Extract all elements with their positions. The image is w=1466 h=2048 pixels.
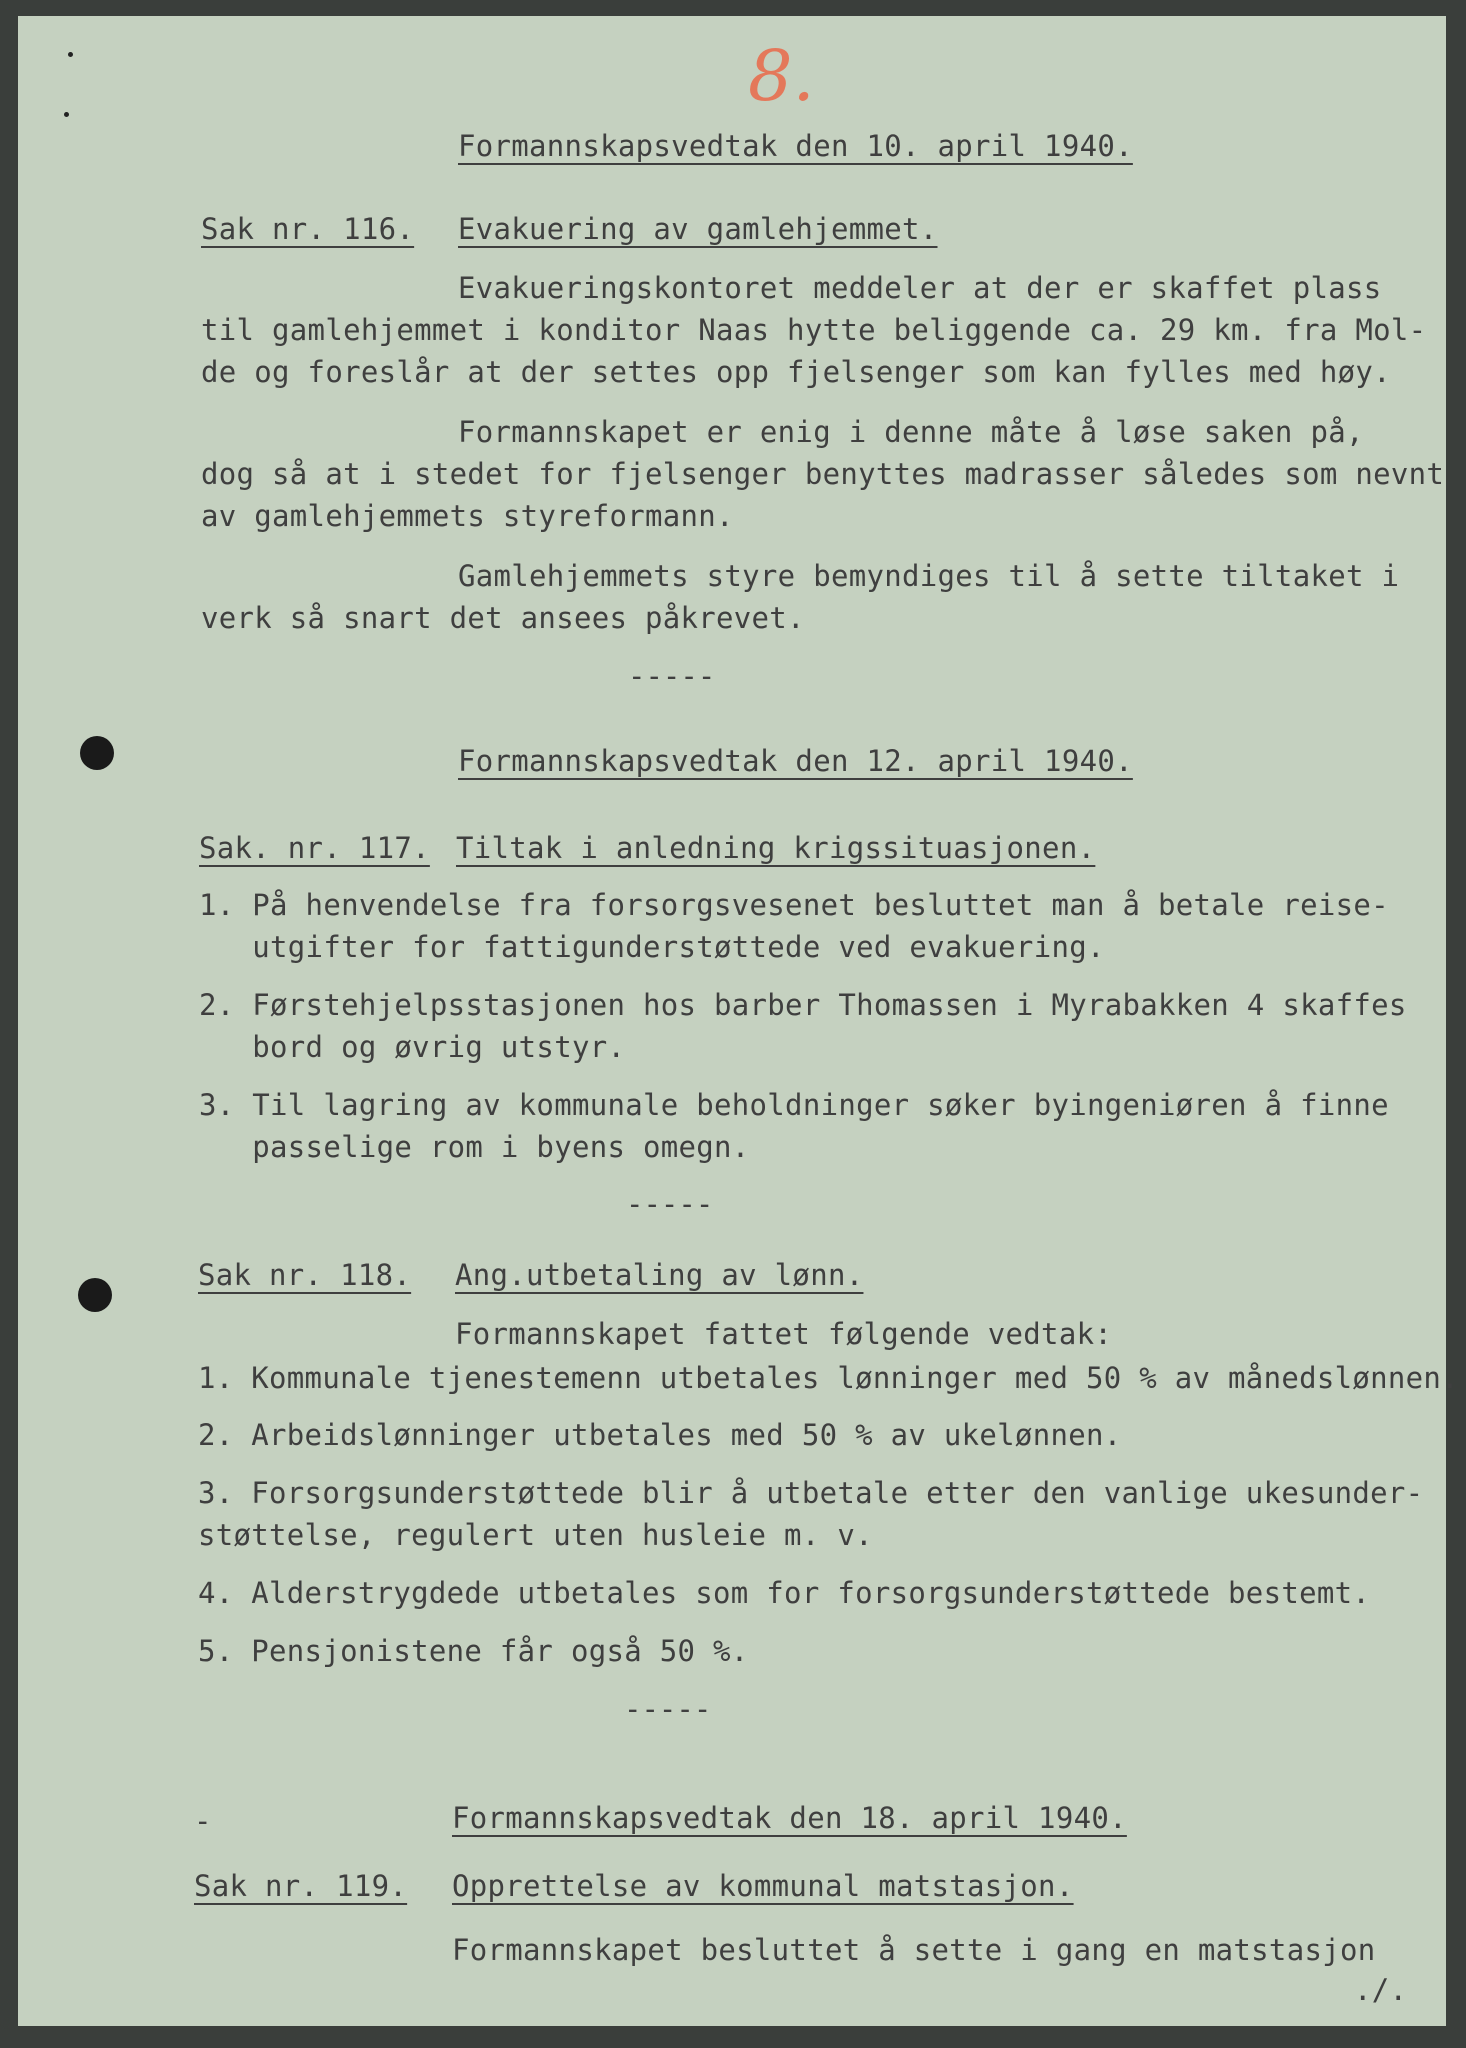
case-number: Sak nr. 116. bbox=[201, 212, 415, 246]
section-heading: Formannskapsvedtak den 10. april 1940. bbox=[458, 129, 1133, 163]
text-line: dog så at i stedet for fjelsenger benyttes madrasser således som nevnt bbox=[201, 457, 1445, 491]
case-number: Sak nr. 119. bbox=[194, 1869, 408, 1903]
list-item: 3. Til lagring av kommunale beholdninger søker byingeniøren å finne bbox=[199, 1088, 1389, 1122]
punch-hole bbox=[78, 1278, 112, 1312]
text-line: de og foreslår at der settes opp fjelsenger som kan fylles med høy. bbox=[201, 355, 1391, 389]
page-number: 8. bbox=[748, 35, 815, 117]
list-item: støttelse, regulert uten husleie m. v. bbox=[198, 1518, 873, 1552]
list-item: 2. Førstehjelpsstasjonen hos barber Thomassen i Myrabakken 4 skaffes bbox=[199, 988, 1407, 1022]
separator: ----- bbox=[626, 1187, 714, 1221]
ink-speck bbox=[68, 52, 73, 57]
text-line: Evakueringskontoret meddeler at der er skaffet plass bbox=[458, 271, 1382, 305]
case-title: Tiltak i anledning krigssituasjonen. bbox=[456, 831, 1096, 865]
document-page bbox=[18, 16, 1459, 2026]
list-item: 2. Arbeidslønninger utbetales med 50 % av ukelønnen. bbox=[198, 1418, 1122, 1452]
list-item: 5. Pensjonistene får også 50 %. bbox=[198, 1634, 749, 1668]
case-title: Ang.utbetaling av lønn. bbox=[455, 1258, 864, 1292]
text-line: av gamlehjemmets styreformann. bbox=[201, 499, 734, 533]
punch-hole bbox=[80, 736, 114, 770]
text-line: til gamlehjemmet i konditor Naas hytte beliggende ca. 29 km. fra Mol- bbox=[201, 313, 1427, 347]
list-item: utgifter for fattigunderstøttede ved evakuering. bbox=[199, 930, 1105, 964]
list-item: 3. Forsorgsunderstøttede blir å utbetale etter den vanlige ukesunder- bbox=[198, 1476, 1424, 1510]
case-title: Opprettelse av kommunal matstasjon. bbox=[452, 1869, 1074, 1903]
separator: ----- bbox=[628, 659, 716, 693]
case-number: Sak nr. 118. bbox=[198, 1258, 412, 1292]
case-number: Sak. nr. 117. bbox=[199, 831, 430, 865]
text-line: Gamlehjemmets styre bemyndiges til å sette tiltaket i bbox=[458, 559, 1400, 593]
separator: ----- bbox=[624, 1692, 712, 1726]
text-line: Formannskapet er enig i denne måte å løse saken på, bbox=[458, 415, 1364, 449]
text-line: verk så snart det ansees påkrevet. bbox=[201, 601, 805, 635]
list-item: 1. Kommunale tjenestemenn utbetales lønninger med 50 % av månedslønnen. bbox=[198, 1361, 1459, 1395]
list-item: passelige rom i byens omegn. bbox=[199, 1130, 750, 1164]
text-line: Formannskapet besluttet å sette i gang en matstasjon bbox=[452, 1933, 1376, 1967]
continuation-mark: ./. bbox=[1354, 1973, 1408, 2007]
ink-speck bbox=[64, 112, 69, 117]
section-heading: Formannskapsvedtak den 18. april 1940. bbox=[452, 1801, 1127, 1835]
margin-dash: - bbox=[194, 1804, 212, 1838]
case-title: Evakuering av gamlehjemmet. bbox=[458, 212, 938, 246]
list-item: 4. Alderstrygdede utbetales som for forsorgsunderstøttede bestemt. bbox=[198, 1576, 1371, 1610]
list-item: bord og øvrig utstyr. bbox=[199, 1030, 626, 1064]
text-line: Formannskapet fattet følgende vedtak: bbox=[455, 1317, 1113, 1351]
section-heading: Formannskapsvedtak den 12. april 1940. bbox=[458, 744, 1133, 778]
list-item: 1. På henvendelse fra forsorgsvesenet besluttet man å betale reise- bbox=[199, 888, 1389, 922]
